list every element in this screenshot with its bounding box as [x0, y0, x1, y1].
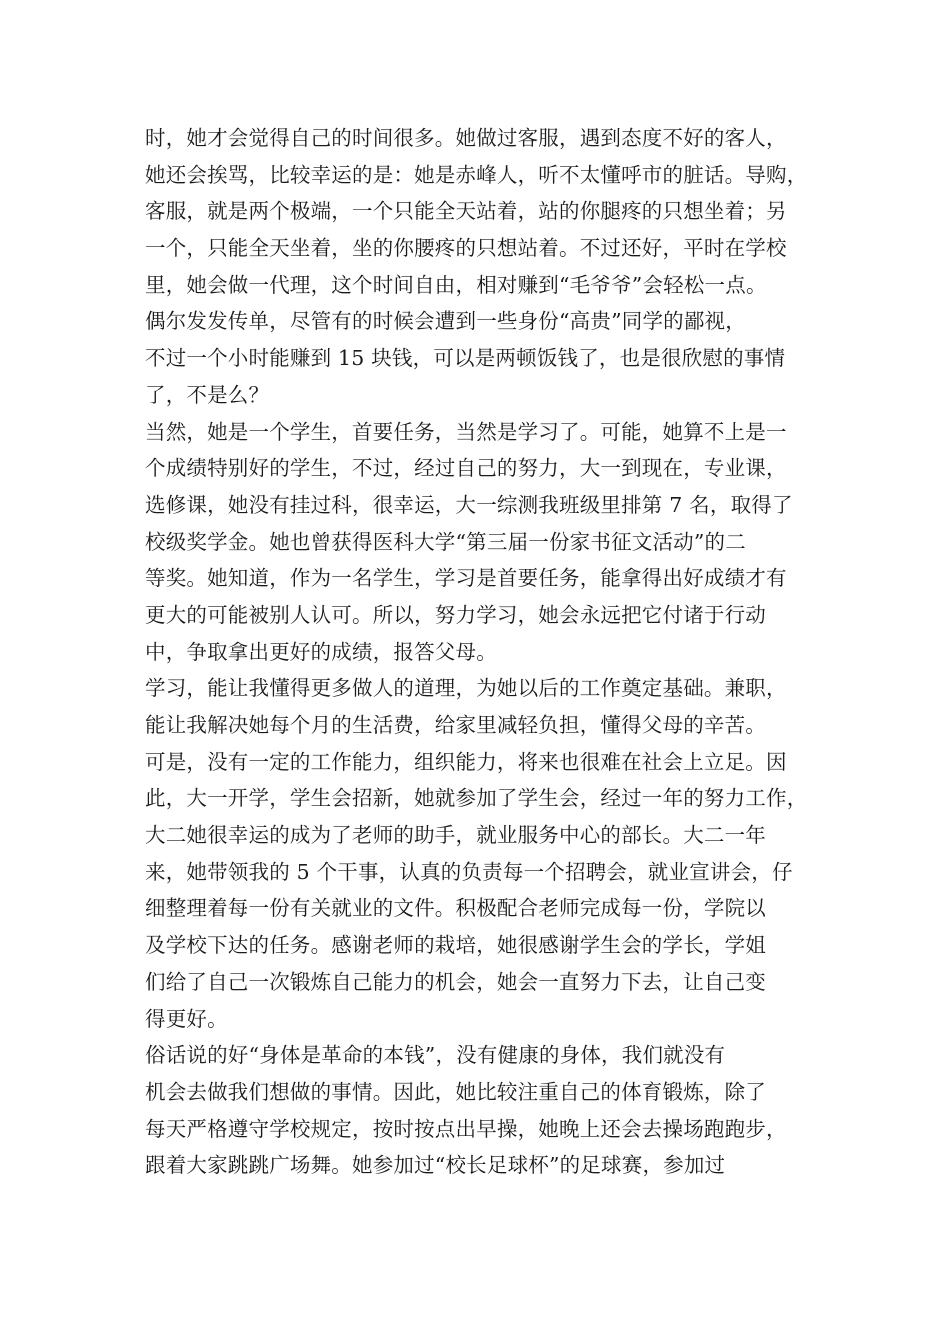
text-line: 此，大一开学，学生会招新，她就参加了学生会，经过一年的努力工作， [145, 786, 808, 811]
text-line: 来，她带领我的 5 个干事，认真的负责每一个招聘会，就业宣讲会，仔 [145, 859, 793, 884]
text-line: 中，争取拿出更好的成绩，报答父母。 [145, 639, 497, 664]
text-line: 个成绩特别好的学生，不过，经过自己的努力，大一到现在，专业课， [145, 456, 787, 481]
text-line: 更大的可能被别人认可。所以，努力学习，她会永远把它付诸于行动 [145, 602, 766, 627]
text-line: 里，她会做一代理，这个时间自由，相对赚到“毛爷爷”会轻松一点。 [145, 272, 767, 297]
text-line: 了，不是么？ [145, 382, 270, 407]
text-line: 等奖。她知道，作为一名学生，学习是首要任务，能拿得出好成绩才有 [145, 566, 787, 591]
text-line: 们给了自己一次锻炼自己能力的机会，她会一直努力下去，让自己变 [145, 969, 766, 994]
text-line: 能让我解决她每个月的生活费，给家里减轻负担，懂得父母的辛苦。 [145, 713, 766, 737]
text-line: 时，她才会觉得自己的时间很多。她做过客服，遇到态度不好的客人， [145, 126, 787, 150]
text-line: 不过一个小时能赚到 15 块钱，可以是两顿饭钱了，也是很欣慰的事情 [145, 346, 786, 371]
text-line: 大二她很幸运的成为了老师的助手，就业服务中心的部长。大二一年 [145, 823, 766, 848]
document-body [145, 120, 810, 1184]
text-line: 学习，能让我懂得更多做人的道理，为她以后的工作奠定基础。兼职， [145, 676, 787, 701]
text-line: 及学校下达的任务。感谢老师的栽培，她很感谢学生会的学长，学姐 [145, 933, 766, 958]
text-line: 偶尔发发传单，尽管有的时候会遭到一些身份“高贵”同学的鄙视， [145, 309, 746, 334]
text-line: 每天严格遵守学校规定，按时按点出早操，她晚上还会去操场跑跑步， [145, 1116, 787, 1141]
text-line: 跟着大家跳跳广场舞。她参加过“校长足球杯”的足球赛，参加过 [145, 1153, 726, 1178]
text-line: 得更好。 [145, 1006, 228, 1031]
text-line: 当然，她是一个学生，首要任务，当然是学习了。可能，她算不上是一 [145, 419, 787, 444]
text-line: 俗话说的好“身体是革命的本钱”，没有健康的身体，我们就没有 [145, 1043, 726, 1068]
text-line: 细整理着每一份有关就业的文件。积极配合老师完成每一份，学院以 [145, 896, 766, 921]
text-line: 一个，只能全天坐着，坐的你腰疼的只想站着。不过还好，平时在学校 [145, 236, 787, 261]
text-line: 客服，就是两个极端，一个只能全天站着，站的你腿疼的只想坐着；另 [145, 199, 787, 224]
text-line: 可是，没有一定的工作能力，组织能力，将来也很难在社会上立足。因 [145, 749, 787, 774]
text-line: 校级奖学金。她也曾获得医科大学“第三届一份家书征文活动”的二 [145, 529, 746, 554]
text-line: 选修课，她没有挂过科，很幸运，大一综测我班级里排第 7 名，取得了 [145, 492, 793, 517]
text-line: 机会去做我们想做的事情。因此，她比较注重自己的体育锻炼，除了 [145, 1079, 766, 1104]
text-line: 她还会挨骂，比较幸运的是：她是赤峰人，听不太懂呼市的脏话。导购， [145, 162, 808, 187]
